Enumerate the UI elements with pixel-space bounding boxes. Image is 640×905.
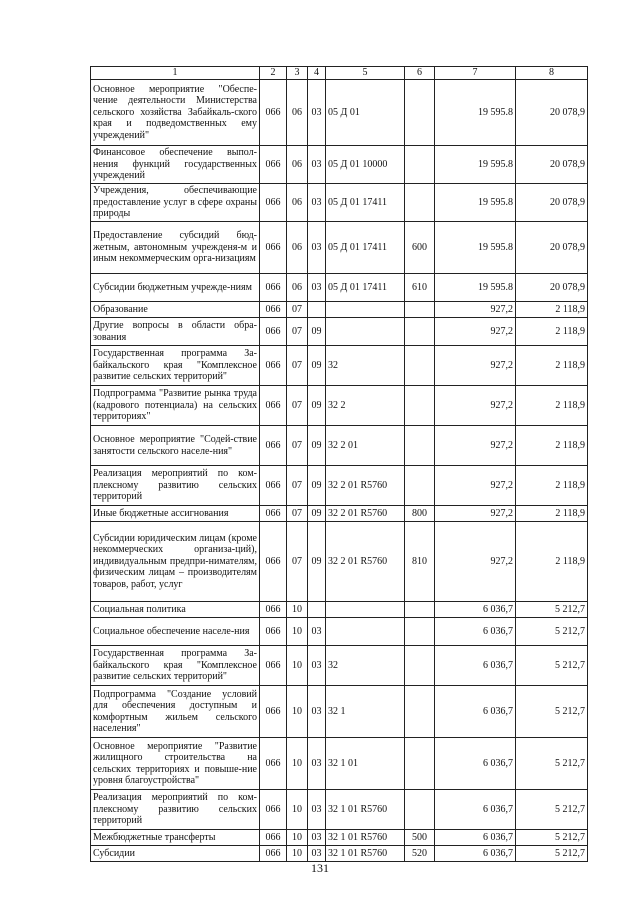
expense-type-cell: 610: [405, 274, 435, 302]
row-name-cell: Подпрограмма "Развитие рынка труда (кадрового потенциала) на сельских территориях": [91, 386, 260, 426]
subsection-code-cell: 03: [308, 146, 326, 184]
expense-type-cell: [405, 646, 435, 686]
table-row: [91, 80, 588, 146]
expense-type-cell: 520: [405, 846, 435, 862]
amount-year1-cell: 927,2: [435, 386, 516, 426]
amount-year2-cell: 2 118,9: [516, 506, 588, 522]
expense-type-cell: [405, 426, 435, 466]
header-row: [91, 67, 588, 80]
admin-code-cell: 066: [260, 426, 287, 466]
section-code-cell: 06: [287, 274, 308, 302]
section-code-cell: 10: [287, 738, 308, 790]
expense-type-cell: 800: [405, 506, 435, 522]
amount-year1-cell: 927,2: [435, 318, 516, 346]
table-row: [91, 522, 588, 602]
target-article-cell: 32 2 01 R5760: [326, 506, 405, 522]
section-code-cell: 10: [287, 618, 308, 646]
row-name-cell: Учреждения, обеспечивающие предоставление услуг в сфере охраны природы: [91, 184, 260, 222]
expense-type-cell: [405, 466, 435, 506]
table-row: [91, 426, 588, 466]
target-article-cell: 32 2 01 R5760: [326, 522, 405, 602]
expense-type-cell: [405, 302, 435, 318]
target-article-cell: [326, 302, 405, 318]
subsection-code-cell: 03: [308, 618, 326, 646]
amount-year2-cell: 5 212,7: [516, 790, 588, 830]
expense-type-cell: [405, 346, 435, 386]
column-header: 2: [260, 67, 287, 80]
admin-code-cell: 066: [260, 602, 287, 618]
admin-code-cell: 066: [260, 302, 287, 318]
subsection-code-cell: [308, 302, 326, 318]
amount-year2-cell: 20 078,9: [516, 146, 588, 184]
subsection-code-cell: 09: [308, 426, 326, 466]
amount-year1-cell: 19 595.8: [435, 274, 516, 302]
expense-type-cell: [405, 146, 435, 184]
column-header: 7: [435, 67, 516, 80]
row-name-cell: Государственная программа За-байкальского края "Комплексное развитие сельских территорий": [91, 646, 260, 686]
section-code-cell: 10: [287, 646, 308, 686]
target-article-cell: 32 1 01 R5760: [326, 846, 405, 862]
amount-year1-cell: 6 036,7: [435, 738, 516, 790]
expense-type-cell: [405, 686, 435, 738]
row-name-cell: Социальное обеспечение населе-ния: [91, 618, 260, 646]
table-row: [91, 686, 588, 738]
section-code-cell: 06: [287, 80, 308, 146]
admin-code-cell: 066: [260, 386, 287, 426]
table-row: [91, 318, 588, 346]
admin-code-cell: 066: [260, 318, 287, 346]
subsection-code-cell: 03: [308, 222, 326, 274]
amount-year2-cell: 20 078,9: [516, 184, 588, 222]
admin-code-cell: 066: [260, 846, 287, 862]
admin-code-cell: 066: [260, 222, 287, 274]
admin-code-cell: 066: [260, 274, 287, 302]
admin-code-cell: 066: [260, 738, 287, 790]
row-name-cell: Основное мероприятие "Содей-ствие занятости сельского населе-ния": [91, 426, 260, 466]
subsection-code-cell: 09: [308, 386, 326, 426]
section-code-cell: 07: [287, 302, 308, 318]
subsection-code-cell: 03: [308, 646, 326, 686]
expense-type-cell: [405, 738, 435, 790]
amount-year1-cell: 927,2: [435, 466, 516, 506]
amount-year2-cell: 2 118,9: [516, 466, 588, 506]
admin-code-cell: 066: [260, 790, 287, 830]
expense-type-cell: [405, 602, 435, 618]
table-row: [91, 466, 588, 506]
admin-code-cell: 066: [260, 646, 287, 686]
table-row: [91, 386, 588, 426]
amount-year1-cell: 6 036,7: [435, 602, 516, 618]
admin-code-cell: 066: [260, 506, 287, 522]
admin-code-cell: 066: [260, 686, 287, 738]
column-header: 8: [516, 67, 588, 80]
row-name-cell: Основное мероприятие "Развитие жилищного строительства на сельских территориях и повыше-ние уровня благоустройства": [91, 738, 260, 790]
admin-code-cell: 066: [260, 184, 287, 222]
column-header: 4: [308, 67, 326, 80]
amount-year2-cell: 5 212,7: [516, 846, 588, 862]
target-article-cell: 32 1 01 R5760: [326, 790, 405, 830]
table-row: [91, 618, 588, 646]
row-name-cell: Субсидии: [91, 846, 260, 862]
amount-year2-cell: 5 212,7: [516, 602, 588, 618]
amount-year1-cell: 927,2: [435, 506, 516, 522]
expense-type-cell: [405, 386, 435, 426]
amount-year1-cell: 19 595.8: [435, 80, 516, 146]
amount-year1-cell: 6 036,7: [435, 790, 516, 830]
row-name-cell: Другие вопросы в области обра-зования: [91, 318, 260, 346]
subsection-code-cell: 09: [308, 318, 326, 346]
budget-table: [90, 66, 588, 862]
section-code-cell: 10: [287, 846, 308, 862]
amount-year1-cell: 19 595.8: [435, 222, 516, 274]
subsection-code-cell: 09: [308, 506, 326, 522]
table-row: [91, 184, 588, 222]
target-article-cell: 05 Д 01 17411: [326, 274, 405, 302]
amount-year1-cell: 6 036,7: [435, 830, 516, 846]
admin-code-cell: 066: [260, 466, 287, 506]
page-number: 131: [311, 861, 329, 875]
row-name-cell: Государственная программа За-байкальского края "Комплексное развитие сельских территорий": [91, 346, 260, 386]
amount-year1-cell: 927,2: [435, 522, 516, 602]
expense-type-cell: [405, 184, 435, 222]
amount-year1-cell: 6 036,7: [435, 646, 516, 686]
subsection-code-cell: 03: [308, 830, 326, 846]
amount-year1-cell: 927,2: [435, 426, 516, 466]
table-row: [91, 846, 588, 862]
column-header: 1: [91, 67, 260, 80]
expense-type-cell: 600: [405, 222, 435, 274]
section-code-cell: 06: [287, 146, 308, 184]
section-code-cell: 06: [287, 184, 308, 222]
expense-type-cell: [405, 618, 435, 646]
row-name-cell: Реализация мероприятий по ком-плексному развитию сельских территорий: [91, 466, 260, 506]
table-row: [91, 302, 588, 318]
table-row: [91, 146, 588, 184]
table-row: [91, 602, 588, 618]
admin-code-cell: 066: [260, 346, 287, 386]
subsection-code-cell: 03: [308, 274, 326, 302]
target-article-cell: 32 1: [326, 686, 405, 738]
section-code-cell: 07: [287, 466, 308, 506]
admin-code-cell: 066: [260, 830, 287, 846]
admin-code-cell: 066: [260, 80, 287, 146]
subsection-code-cell: 03: [308, 738, 326, 790]
column-header: 3: [287, 67, 308, 80]
amount-year2-cell: 20 078,9: [516, 80, 588, 146]
target-article-cell: 05 Д 01 17411: [326, 222, 405, 274]
row-name-cell: Межбюджетные трансферты: [91, 830, 260, 846]
section-code-cell: 07: [287, 522, 308, 602]
amount-year2-cell: 5 212,7: [516, 618, 588, 646]
column-header: 5: [326, 67, 405, 80]
amount-year2-cell: 5 212,7: [516, 830, 588, 846]
amount-year1-cell: 19 595.8: [435, 146, 516, 184]
amount-year2-cell: 5 212,7: [516, 738, 588, 790]
section-code-cell: 06: [287, 222, 308, 274]
subsection-code-cell: 09: [308, 522, 326, 602]
amount-year1-cell: 927,2: [435, 346, 516, 386]
row-name-cell: Финансовое обеспечение выпол-нения функций государственных учреждений: [91, 146, 260, 184]
amount-year2-cell: 5 212,7: [516, 646, 588, 686]
row-name-cell: Социальная политика: [91, 602, 260, 618]
table-row: [91, 790, 588, 830]
target-article-cell: [326, 602, 405, 618]
amount-year2-cell: 2 118,9: [516, 302, 588, 318]
section-code-cell: 07: [287, 386, 308, 426]
table-row: [91, 346, 588, 386]
amount-year1-cell: 927,2: [435, 302, 516, 318]
table-row: [91, 222, 588, 274]
row-name-cell: Реализация мероприятий по ком-плексному развитию сельских территорий: [91, 790, 260, 830]
table-row: [91, 738, 588, 790]
section-code-cell: 10: [287, 830, 308, 846]
target-article-cell: 05 Д 01 10000: [326, 146, 405, 184]
amount-year2-cell: 2 118,9: [516, 426, 588, 466]
target-article-cell: 32 1 01: [326, 738, 405, 790]
section-code-cell: 10: [287, 790, 308, 830]
subsection-code-cell: 03: [308, 846, 326, 862]
subsection-code-cell: [308, 602, 326, 618]
target-article-cell: [326, 318, 405, 346]
subsection-code-cell: 03: [308, 184, 326, 222]
amount-year2-cell: 2 118,9: [516, 318, 588, 346]
row-name-cell: Субсидии юридическим лицам (кроме некоммерческих организа-ций), индивидуальным предпри-нимателям, физическим лицам – производителям товаров, работ, услуг: [91, 522, 260, 602]
target-article-cell: 05 Д 01: [326, 80, 405, 146]
amount-year1-cell: 6 036,7: [435, 618, 516, 646]
row-name-cell: Субсидии бюджетным учрежде-ниям: [91, 274, 260, 302]
subsection-code-cell: 03: [308, 80, 326, 146]
expense-type-cell: [405, 80, 435, 146]
amount-year2-cell: 5 212,7: [516, 686, 588, 738]
amount-year2-cell: 2 118,9: [516, 386, 588, 426]
target-article-cell: 32: [326, 346, 405, 386]
section-code-cell: 07: [287, 346, 308, 386]
amount-year1-cell: 6 036,7: [435, 686, 516, 738]
section-code-cell: 07: [287, 506, 308, 522]
amount-year1-cell: 19 595.8: [435, 184, 516, 222]
amount-year2-cell: 20 078,9: [516, 222, 588, 274]
admin-code-cell: 066: [260, 522, 287, 602]
target-article-cell: 05 Д 01 17411: [326, 184, 405, 222]
table-row: [91, 830, 588, 846]
table-row: [91, 646, 588, 686]
expense-type-cell: 500: [405, 830, 435, 846]
table-row: [91, 506, 588, 522]
amount-year2-cell: 2 118,9: [516, 522, 588, 602]
section-code-cell: 10: [287, 686, 308, 738]
section-code-cell: 07: [287, 426, 308, 466]
expense-type-cell: [405, 318, 435, 346]
table-row: [91, 274, 588, 302]
row-name-cell: Предоставление субсидий бюд-жетным, автономным учрежденя-м и иным некоммерческим орга-низациям: [91, 222, 260, 274]
subsection-code-cell: 03: [308, 790, 326, 830]
target-article-cell: [326, 618, 405, 646]
target-article-cell: 32 2: [326, 386, 405, 426]
column-header: 6: [405, 67, 435, 80]
amount-year1-cell: 6 036,7: [435, 846, 516, 862]
amount-year2-cell: 2 118,9: [516, 346, 588, 386]
row-name-cell: Иные бюджетные ассигнования: [91, 506, 260, 522]
target-article-cell: 32: [326, 646, 405, 686]
admin-code-cell: 066: [260, 146, 287, 184]
subsection-code-cell: 09: [308, 346, 326, 386]
amount-year2-cell: 20 078,9: [516, 274, 588, 302]
expense-type-cell: [405, 790, 435, 830]
target-article-cell: 32 2 01: [326, 426, 405, 466]
subsection-code-cell: 03: [308, 686, 326, 738]
subsection-code-cell: 09: [308, 466, 326, 506]
admin-code-cell: 066: [260, 618, 287, 646]
row-name-cell: Основное мероприятие "Обеспе-чение деятельности Министерства сельского хозяйства Забайкаль-ского края и подведомственных ему учреждений": [91, 80, 260, 146]
row-name-cell: Подпрограмма "Создание условий для обеспечения доступным и комфортным жильем сельского населения": [91, 686, 260, 738]
section-code-cell: 10: [287, 602, 308, 618]
expense-type-cell: 810: [405, 522, 435, 602]
target-article-cell: 32 1 01 R5760: [326, 830, 405, 846]
target-article-cell: 32 2 01 R5760: [326, 466, 405, 506]
row-name-cell: Образование: [91, 302, 260, 318]
section-code-cell: 07: [287, 318, 308, 346]
